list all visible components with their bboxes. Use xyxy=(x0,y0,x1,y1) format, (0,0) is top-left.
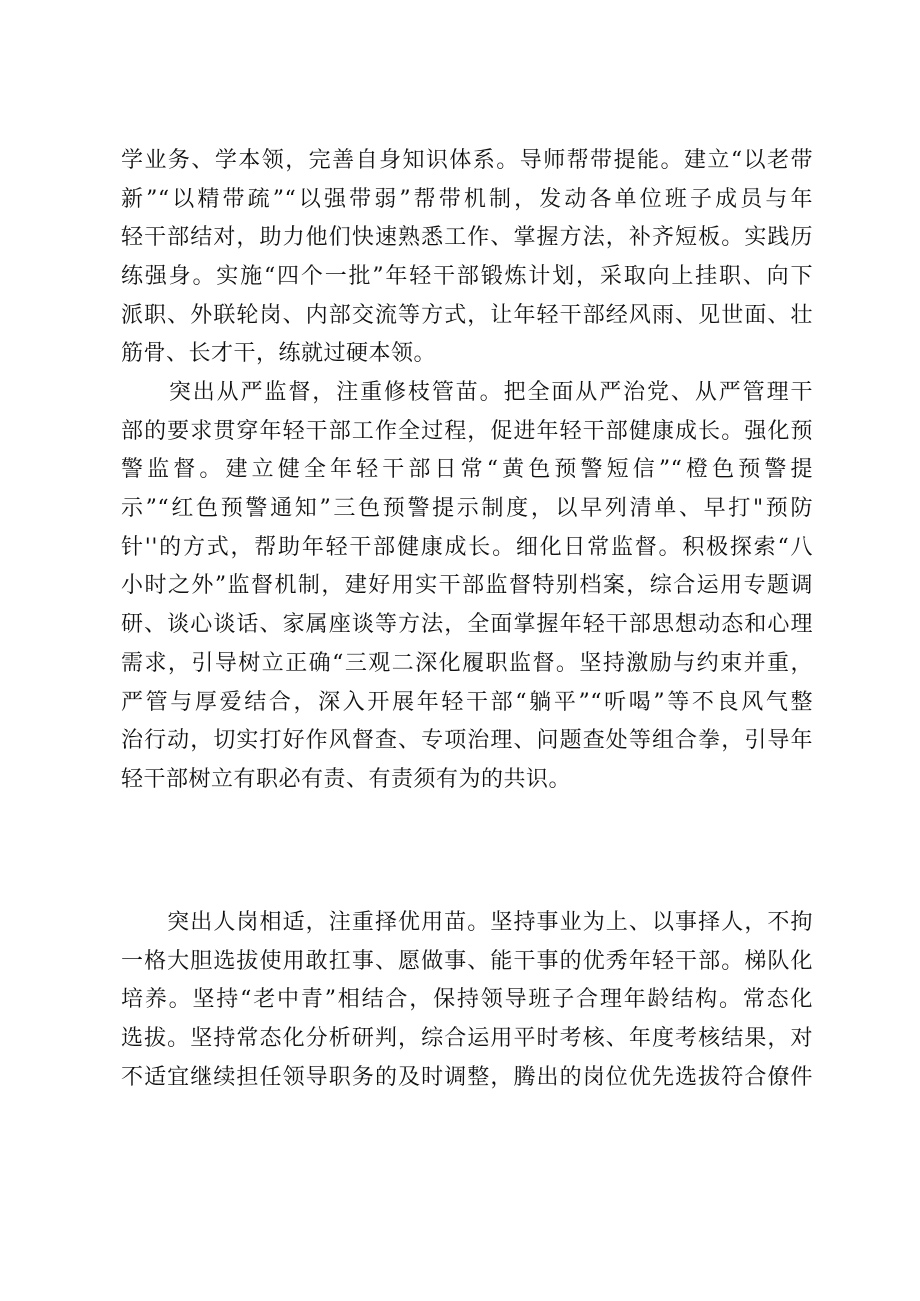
paragraph-1 xyxy=(121,142,813,374)
paragraph-line: 部的要求贯穿年轻干部工作全过程，促进年轻干部健康成长。强化预 xyxy=(121,418,813,444)
paragraph-2 xyxy=(121,374,813,800)
paragraph-line: 筋骨、长才干，练就过硬本领。 xyxy=(121,341,437,367)
paragraph-3 xyxy=(121,904,813,1097)
paragraph-line: 警监督。建立健全年轻干部日常“黄色预警短信”“橙色预警提 xyxy=(121,457,813,483)
paragraph-line: 不适宜继续担任领导职务的及时调整，腾出的岗位优先选拔符合僚件 xyxy=(121,1064,813,1090)
paragraph-line: 学业务、学本领，完善自身知识体系。导师帮带提能。建立“以老带 xyxy=(121,148,813,173)
paragraph-line: 培养。坚持“老中青”相结合，保持领导班子合理年龄结构。常态化 xyxy=(121,987,813,1013)
paragraph-line: 派职、外联轮岗、内部交流等方式，让年轻干部经风雨、见世面、壮 xyxy=(121,302,813,328)
paragraph-line: 示”“红色预警通知”三色预警提示制度，以早列清单、早打"预防 xyxy=(121,496,813,522)
paragraph-line: 研、谈心谈话、家属座谈等方法，全面掌握年轻干部思想动态和心理 xyxy=(121,612,813,638)
paragraph-line: 治行动，切实打好作风督查、专项治理、问题查处等组合拳，引导年 xyxy=(121,728,813,754)
paragraph-line: 针''的方式，帮助年轻干部健康成长。细化日常监督。积极探索“八 xyxy=(121,534,813,560)
paragraph-line: 一格大胆选拔使用敢扛事、愿做事、能干事的优秀年轻干部。梯队化 xyxy=(121,948,813,974)
paragraph-line: 突出人岗相适，注重择优用苗。坚持事业为上、以事择人，不拘 xyxy=(121,910,813,935)
paragraph-line: 轻干部结对，助力他们快速熟悉工作、掌握方法，补齐短板。实践历 xyxy=(121,225,813,251)
paragraph-line: 严管与厚爱结合，深入开展年轻干部“躺平”“听喝”等不良风气整 xyxy=(121,689,813,715)
paragraph-line: 小时之外”监督机制，建好用实干部监督特别档案，综合运用专题调 xyxy=(121,573,813,599)
paragraph-line: 新”“以精带疏”“以强带弱”帮带机制，发动各单位班子成员与年 xyxy=(121,186,813,212)
paragraph-line: 突出从严监督，注重修枝管苗。把全面从严治党、从严管理干 xyxy=(121,380,813,405)
paragraph-line: 选拔。坚持常态化分析研判，综合运用平时考核、年度考核结果，对 xyxy=(121,1026,813,1052)
paragraph-line: 练强身。实施“四个一批”年轻干部锻炼计划，采取向上挂职、向下 xyxy=(121,264,813,290)
paragraph-line: 轻干部树立有职必有责、有责须有为的共识。 xyxy=(121,766,572,792)
paragraph-line: 需求，引导树立正确“三观二深化履职监督。坚持激励与约束并重， xyxy=(121,650,813,676)
